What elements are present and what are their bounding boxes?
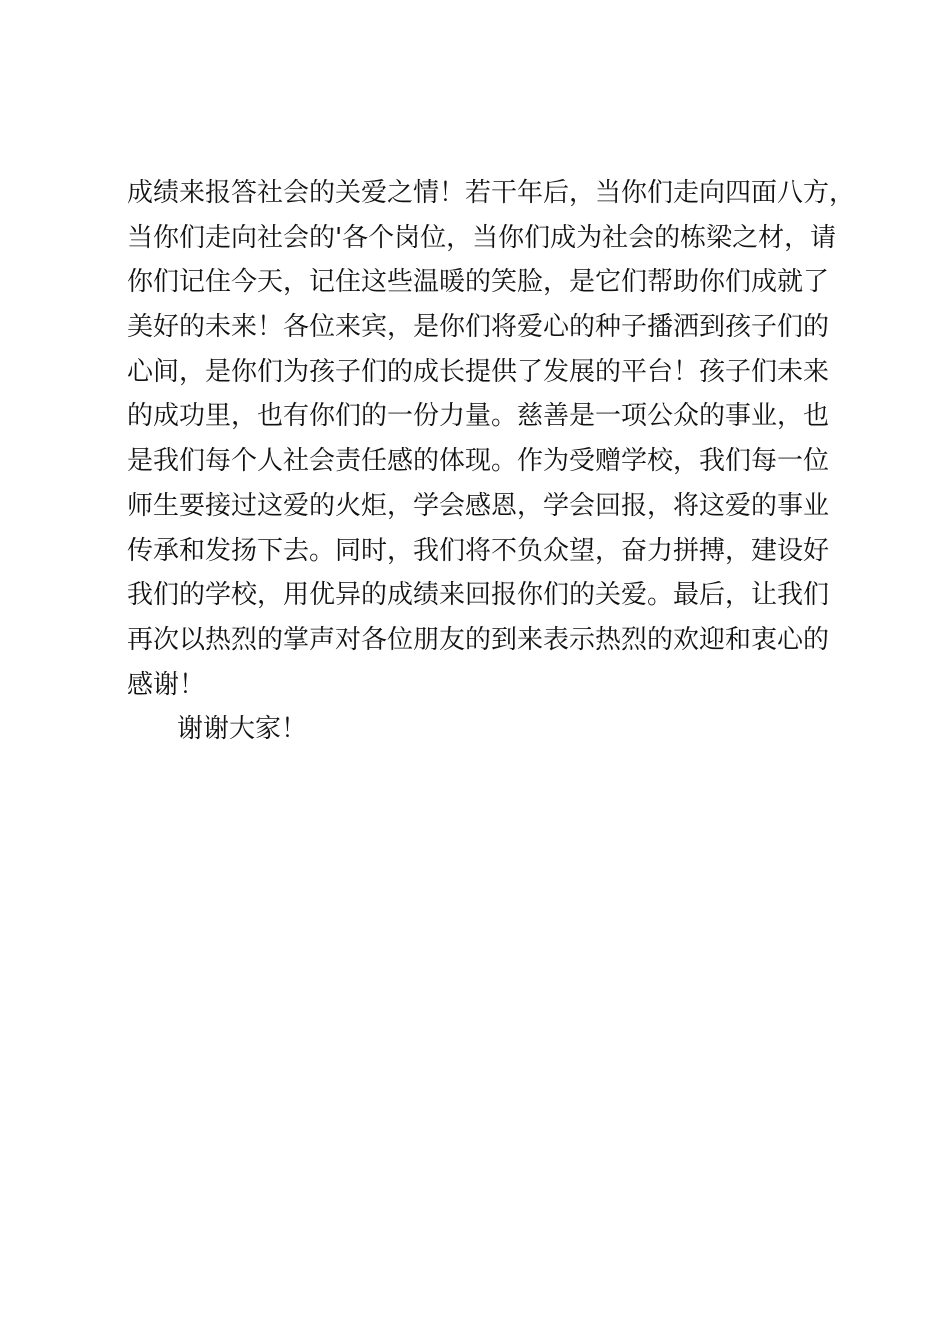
text-line: 感谢！ bbox=[127, 669, 206, 700]
text-line: 心间，是你们为孩子们的成长提供了发展的平台！孩子们未来 bbox=[127, 356, 830, 387]
text-line: 你们记住今天，记住这些温暖的笑脸，是它们帮助你们成就了 bbox=[127, 267, 830, 298]
speech-body bbox=[127, 171, 857, 752]
text-line: 当你们走向社会的'各个岗位，当你们成为社会的栋梁之材，请 bbox=[127, 222, 837, 253]
text-line: 的成功里，也有你们的一份力量。慈善是一项公众的事业，也 bbox=[127, 401, 830, 432]
text-line: 师生要接过这爱的火炬，学会感恩，学会回报，将这爱的事业 bbox=[127, 490, 830, 521]
text-line: 再次以热烈的掌声对各位朋友的到来表示热烈的欢迎和衷心的 bbox=[127, 624, 830, 655]
text-line: 传承和发扬下去。同时，我们将不负众望，奋力拼搏，建设好 bbox=[127, 535, 830, 566]
text-line: 成绩来报答社会的关爱之情！若干年后，当你们走向四面八方， bbox=[127, 178, 856, 208]
text-line: 是我们每个人社会责任感的体现。作为受赠学校，我们每一位 bbox=[127, 446, 830, 477]
closing-line: 谢谢大家！ bbox=[177, 714, 308, 745]
text-line: 美好的未来！各位来宾，是你们将爱心的种子播洒到孩子们的 bbox=[127, 312, 830, 343]
text-line: 我们的学校，用优异的成绩来回报你们的关爱。最后，让我们 bbox=[127, 580, 830, 611]
